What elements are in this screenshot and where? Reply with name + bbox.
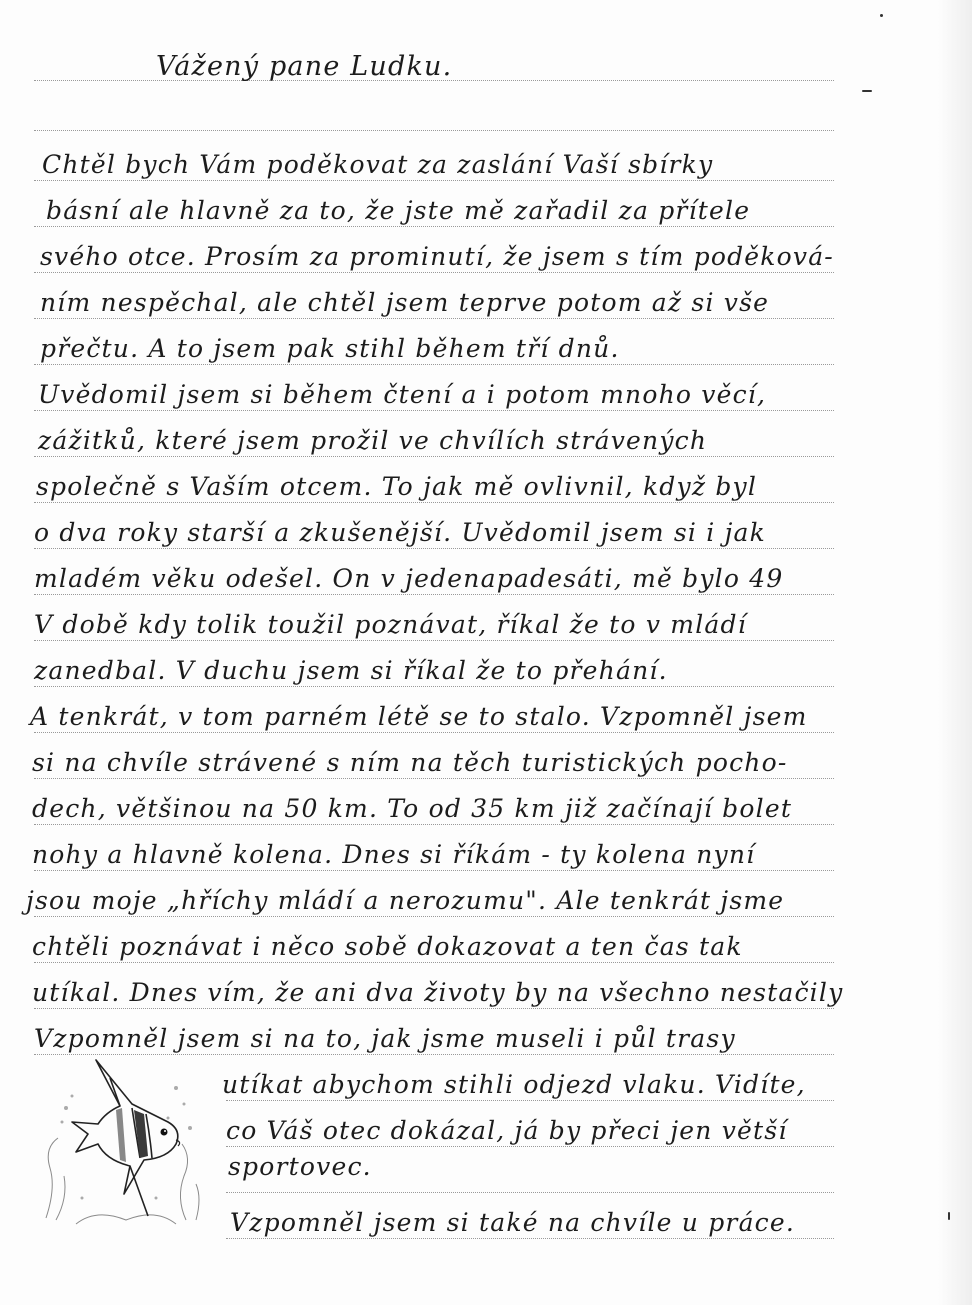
ruled-line	[34, 364, 834, 365]
ruled-line	[34, 180, 834, 181]
ruled-line	[34, 1008, 834, 1009]
ruled-line	[226, 1100, 834, 1101]
scan-speck	[880, 14, 883, 17]
ruled-line	[34, 272, 834, 273]
ruled-line	[34, 732, 834, 733]
letter-line: nohy a hlavně kolena. Dnes si říkám - ty kolena nyní	[32, 840, 756, 869]
letter-salutation: Vážený pane Ludku.	[156, 51, 453, 82]
ruled-line	[226, 1192, 834, 1193]
letter-line: svého otce. Prosím za prominutí, že jsem s tím poděková-	[40, 242, 834, 271]
ruled-line	[34, 962, 834, 963]
letter-line: chtěli poznávat i něco sobě dokazovat a ten čas tak	[32, 932, 743, 961]
ruled-line	[34, 548, 834, 549]
ruled-line	[34, 594, 834, 595]
letter-line: Vzpomněl jsem si na to, jak jsme museli i půl trasy	[34, 1024, 736, 1053]
letter-line: jsou moje „hříchy mládí a nerozumu". Ale tenkrát jsme	[26, 886, 785, 915]
letter-line: si na chvíle strávené s ním na těch turistických pocho-	[32, 748, 788, 777]
letter-line: utíkat abychom stihli odjezd vlaku. Vidíte,	[222, 1070, 806, 1099]
ruled-line	[34, 640, 834, 641]
letter-line: dech, většinou na 50 km. To od 35 km již začínají bolet	[32, 794, 793, 823]
letter-line: Chtěl bych Vám poděkovat za zaslání Vaší sbírky	[42, 150, 714, 179]
letter-line: společně s Vaším otcem. To jak mě ovlivnil, když byl	[36, 472, 758, 501]
letter-line: zážitků, které jsem prožil ve chvílích strávených	[38, 426, 708, 455]
ruled-line	[34, 318, 834, 319]
scan-speck	[862, 90, 872, 92]
ruled-line	[34, 824, 834, 825]
letter-line: sportovec.	[228, 1152, 372, 1181]
ruled-line	[34, 778, 834, 779]
ruled-line	[34, 916, 834, 917]
ruled-line	[226, 1238, 834, 1239]
ruled-line	[34, 686, 834, 687]
letter-line: co Váš otec dokázal, já by přeci jen větší	[226, 1116, 788, 1145]
letter-line: básní ale hlavně za to, že jste mě zařadil za přítele	[46, 196, 751, 225]
ruled-line	[34, 502, 834, 503]
letter-line: mladém věku odešel. On v jedenapadesáti, mě bylo 49	[34, 564, 784, 593]
letter-line: o dva roky starší a zkušenější. Uvědomil jsem si i jak	[34, 518, 766, 547]
ruled-line	[226, 1146, 834, 1147]
letter-line: V době kdy tolik toužil poznávat, říkal že to v mládí	[34, 610, 747, 639]
letter-line: ním nespěchal, ale chtěl jsem teprve potom až si vše	[40, 288, 770, 317]
ruled-line	[34, 410, 834, 411]
letter-line: přečtu. A to jsem pak stihl během tří dnů.	[40, 334, 620, 363]
letter-line: Vzpomněl jsem si také na chvíle u práce.	[230, 1208, 796, 1237]
ruled-line	[34, 130, 834, 131]
page-edge-shadow	[938, 0, 972, 1305]
angelfish-drawing-icon	[36, 1048, 216, 1228]
ruled-line	[34, 226, 834, 227]
ruled-line	[34, 456, 834, 457]
ruled-line	[34, 870, 834, 871]
letter-line: zanedbal. V duchu jsem si říkal že to přehání.	[34, 656, 668, 685]
letter-line: utíkal. Dnes vím, že ani dva životy by na všechno nestačily	[32, 978, 844, 1007]
scan-speck	[948, 1212, 950, 1220]
letter-line: A tenkrát, v tom parném létě se to stalo. Vzpomněl jsem	[30, 702, 808, 731]
letter-line: Uvědomil jsem si během čtení a i potom mnoho věcí,	[38, 380, 767, 409]
